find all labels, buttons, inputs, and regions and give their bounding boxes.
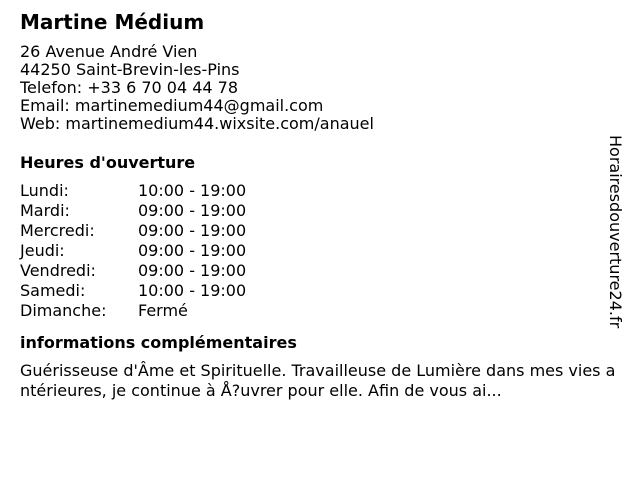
business-description: Guérisseuse d'Âme et Spirituelle. Travailleuse de Lumière dans mes vies antérieures, je continue à Å?uvrer pour elle. Afin de vous ai... [20,361,616,400]
day-hours: 09:00 - 19:00 [138,201,247,220]
additional-info-heading: informations complémentaires [20,333,297,352]
day-label: Mercredi: [20,221,95,240]
day-label: Vendredi: [20,261,96,280]
hours-row-mercredi [20,221,610,241]
day-hours: 10:00 - 19:00 [138,181,247,200]
day-hours: 09:00 - 19:00 [138,221,247,240]
hours-row-vendredi [20,261,610,281]
day-hours: 09:00 - 19:00 [138,261,247,280]
day-label: Lundi: [20,181,69,200]
day-label: Samedi: [20,281,86,300]
opening-hours-table [20,181,610,321]
phone-line[interactable]: Telefon: +33 6 70 04 44 78 [20,78,239,97]
city-postal: 44250 Saint-Brevin-les-Pins [20,60,240,79]
day-label: Jeudi: [20,241,65,260]
hours-row-jeudi [20,241,610,261]
street-address: 26 Avenue André Vien [20,42,198,61]
business-name: Martine Médium [20,10,205,34]
web-line[interactable]: Web: martinemedium44.wixsite.com/anauel [20,114,374,133]
day-label: Mardi: [20,201,70,220]
email-line[interactable]: Email: martinemedium44@gmail.com [20,96,324,115]
day-label: Dimanche: [20,301,107,320]
day-hours: 09:00 - 19:00 [138,241,247,260]
site-watermark: Horairesdouverture24.fr [606,135,625,329]
hours-row-mardi [20,201,610,221]
hours-row-dimanche [20,301,610,321]
day-hours: 10:00 - 19:00 [138,281,247,300]
opening-hours-heading: Heures d'ouverture [20,153,196,172]
day-hours: Fermé [138,301,188,320]
hours-row-lundi [20,181,610,201]
hours-row-samedi [20,281,610,301]
